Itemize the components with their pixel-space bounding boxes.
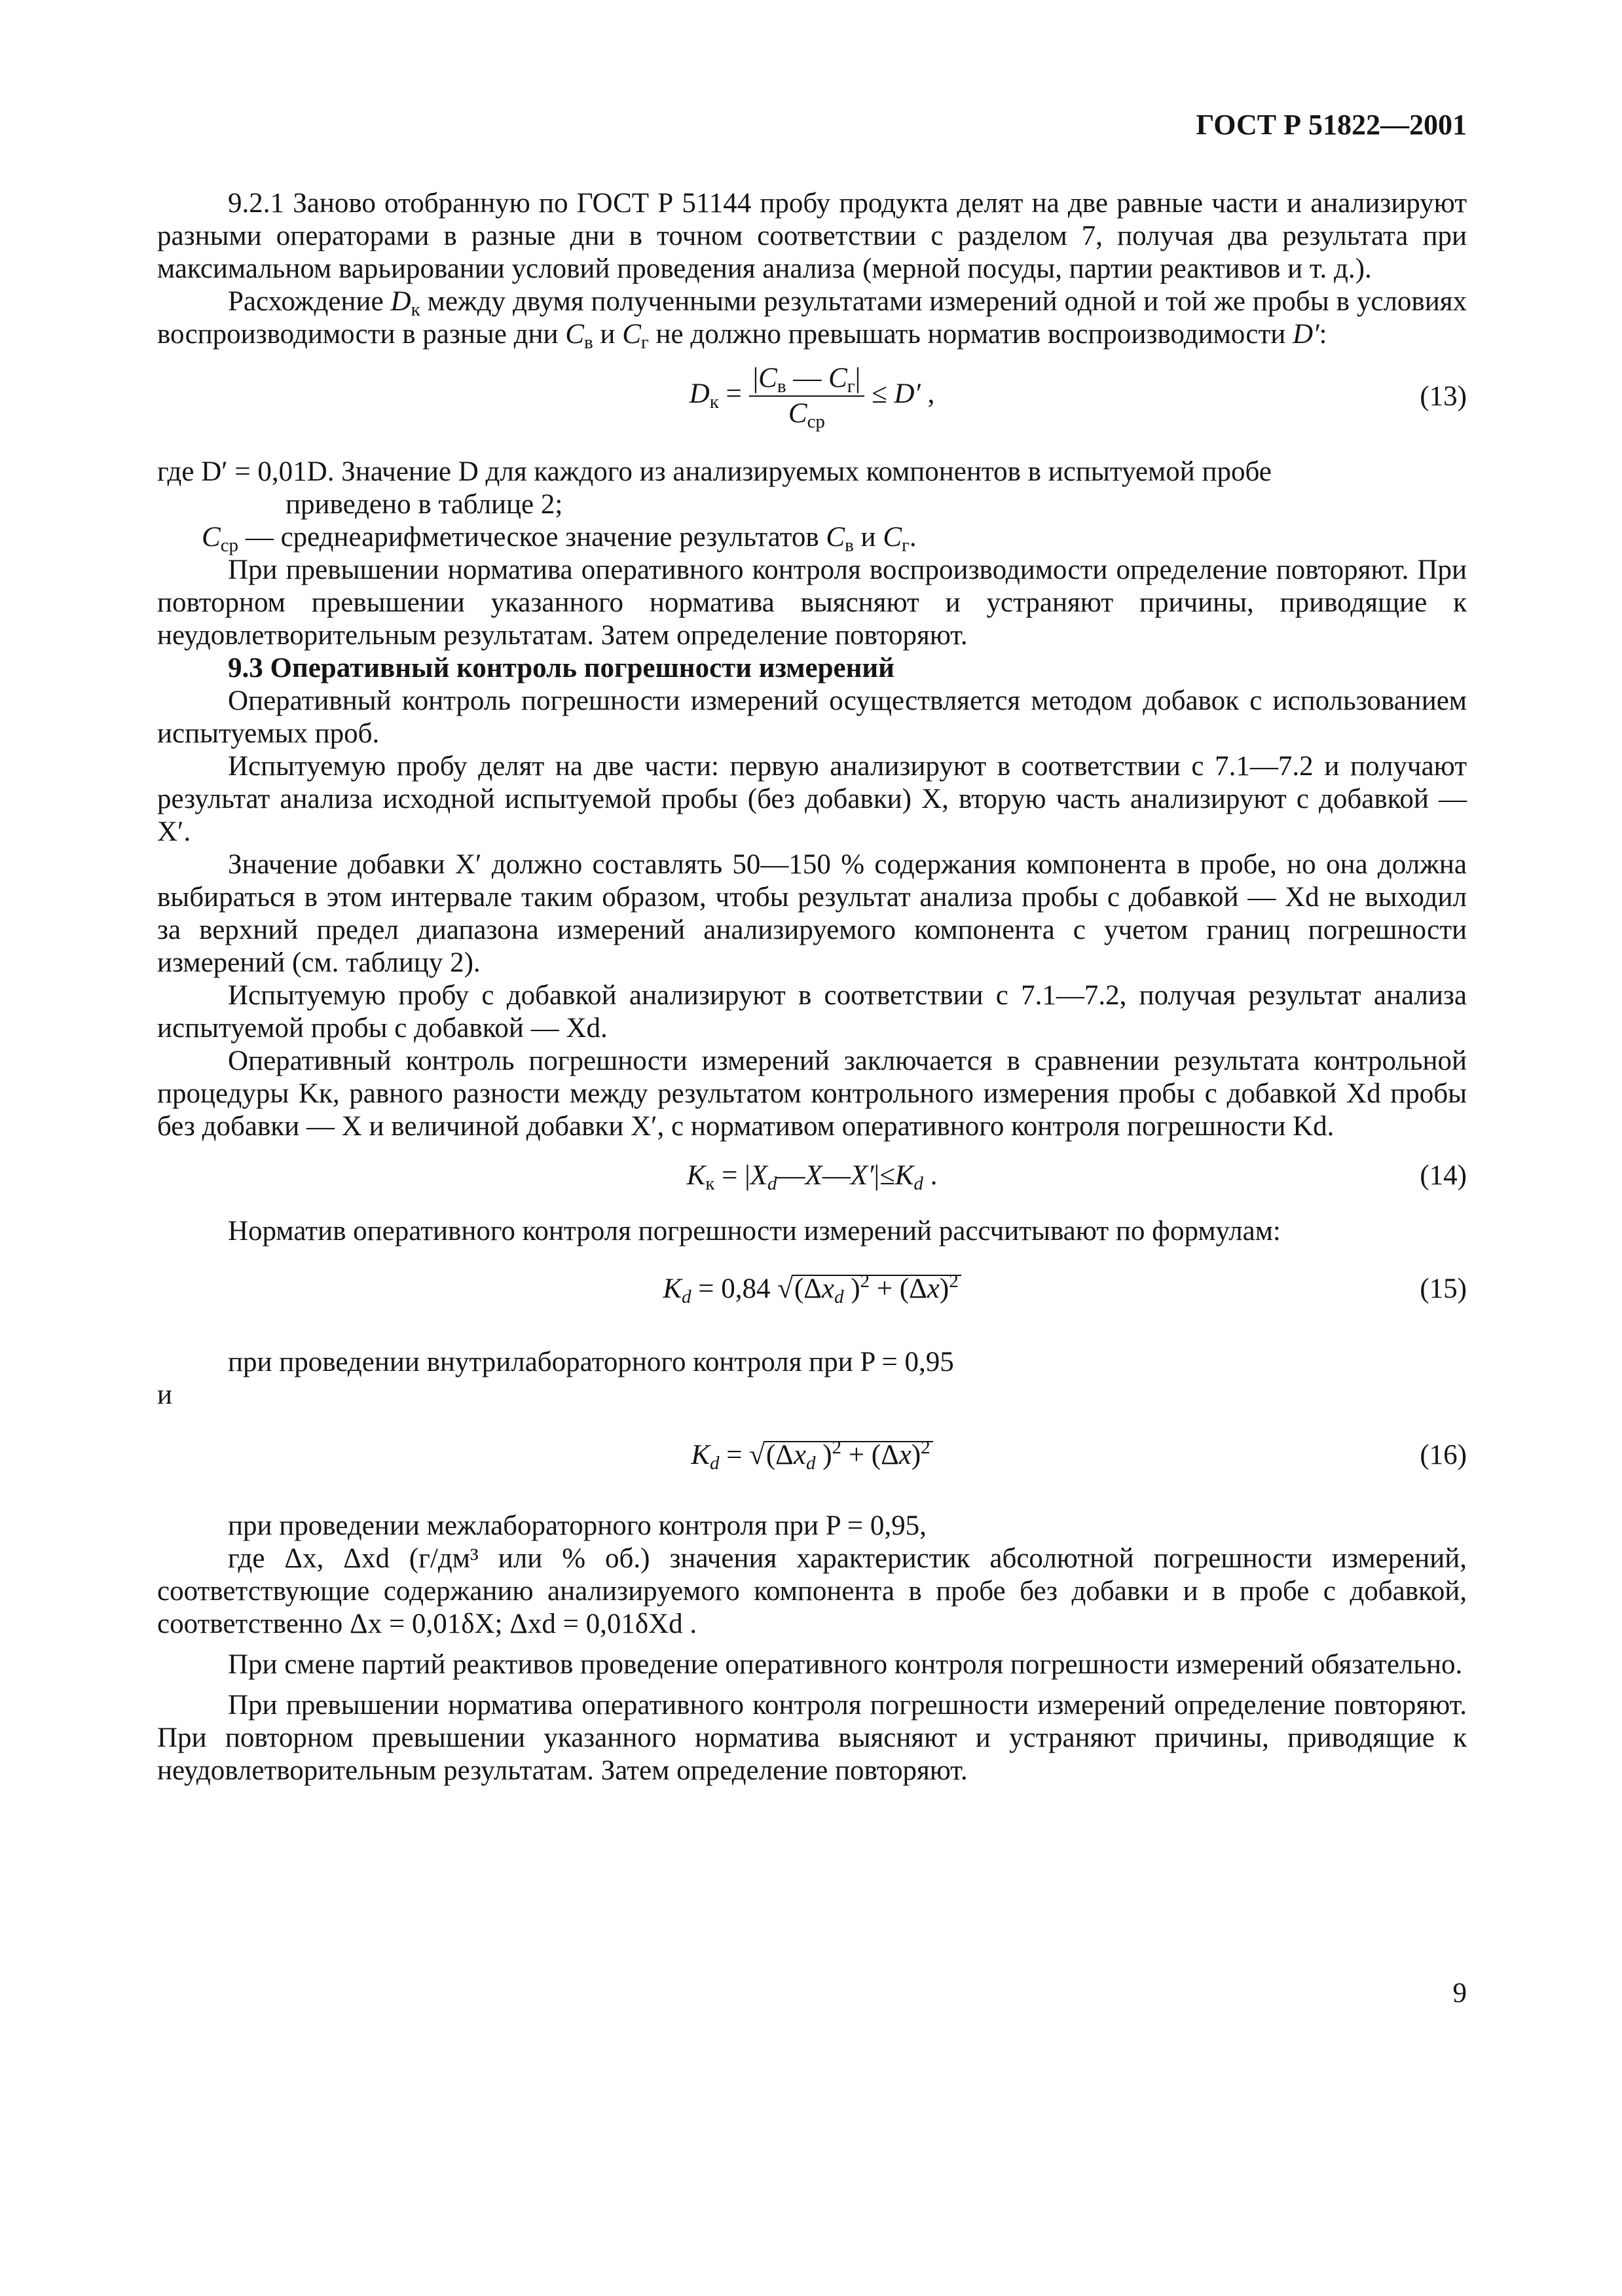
paragraph-accuracy-repeat: При превышении норматива оперативного контроля погрешности измерений определение повторяют. При повторном превышении указанного норматива выясняют и устраняют причины, приводящие к неудовлетворительным результатам. Затем определение повторяют. bbox=[157, 1690, 1467, 1786]
formula-13-number: (13) bbox=[1420, 381, 1467, 412]
paragraph-reagent-change: При смене партий реактивов проведение оперативного контроля погрешности измерений обязательно. bbox=[228, 1649, 1463, 1680]
paragraph-sample-split: Испытуемую пробу делят на две части: первую анализируют в соответствии с 7.1—7.2 и получают результат анализа исходной испытуемой пробы (без добавки) X, вторую часть анализируют с добавкой — X′. bbox=[157, 751, 1467, 847]
paragraph-9-3-intro: Оперативный контроль погрешности измерений осуществляется методом добавок с использованием испытуемых проб. bbox=[157, 685, 1467, 749]
legend-d-prime: где D′ = 0,01D. Значение D для каждого из анализируемых компонентов в испытуемой пробе bbox=[157, 456, 1272, 487]
legend-c-avg: $C_{ср}$ — среднеарифметическое значение результатов $C_в$ и $C_г$. bbox=[202, 522, 917, 556]
paragraph-additive-analysis: Испытуемую пробу с добавкой анализируют в соответствии с 7.1—7.2, получая результат анализа испытуемой пробы с добавкой — Xd. bbox=[157, 980, 1467, 1044]
document-body bbox=[157, 187, 1467, 1787]
formula-15-expression: $K_d = 0,84$ $√(\Delta x_d$ )$^2 + (\Delta x)^2$ bbox=[157, 1273, 1467, 1305]
paragraph-discrepancy: Расхождение $D_к$ между двумя полученными результатами измерений одной и той же пробы в условиях воспроизводимости в разные дни $C_в$ и $C_г$ не должно превышать норматив воспроизводимости D′: bbox=[157, 286, 1467, 353]
formula-15 bbox=[157, 1248, 1467, 1326]
paragraph-additive-value: Значение добавки X′ должно составлять 50—150 % содержания компонента в пробе, но она должна выбираться в этом интервале таким образом, чтобы результат анализа пробы с добавкой — Xd не выходил за верхний предел диапазона измерений анализируемого компонента с учетом границ погрешности измерений (см. таблицу 2). bbox=[157, 849, 1467, 978]
paragraph-accuracy-control: Оперативный контроль погрешности измерений заключается в сравнении результата контрольной процедуры Kк, равного разности между результатом контрольного измерения пробы с добавкой Xd пробы без добавки — X и величиной добавки X′, с нормативом оперативного контроля погрешности Kd. bbox=[157, 1046, 1467, 1142]
page-number: 9 bbox=[1452, 1978, 1467, 2009]
formula-15-number: (15) bbox=[1420, 1273, 1467, 1304]
paragraph-interlab: при проведении межлабораторного контроля при P = 0,95, bbox=[228, 1510, 927, 1541]
paragraph-intralab: при проведении внутрилабораторного контроля при P = 0,95 bbox=[228, 1347, 954, 1377]
paragraph-formulas-intro: Норматив оперативного контроля погрешности измерений рассчитывают по формулам: bbox=[228, 1216, 1281, 1247]
formula-16-number: (16) bbox=[1420, 1440, 1467, 1470]
formula-13 bbox=[157, 351, 1467, 449]
formula-13-expression: $D_к$ = $\frac{|C_в — C_г|}{C_{ср}}$ ≤ D′ , bbox=[689, 363, 935, 432]
formula-13-legend bbox=[157, 456, 1467, 521]
page-header-standard: ГОСТ Р 51822—2001 bbox=[1196, 109, 1467, 141]
conjunction-and: и bbox=[157, 1379, 173, 1410]
formula-13-fraction: $\frac{|C_в — C_г|}{C_{ср}}$ bbox=[749, 364, 865, 428]
section-heading-9-3: 9.3 Оперативный контроль погрешности измерений bbox=[228, 653, 894, 683]
formula-16 bbox=[157, 1412, 1467, 1503]
formula-14-expression: $K_к$ = $|X_d—X—X'|\le K_d$ . bbox=[686, 1160, 938, 1194]
paragraph-9-2-1: 9.2.1 Заново отобранную по ГОСТ Р 51144 пробу продукта делят на две равные части и анализируют разными операторами в разные дни в точном соответствии с разделом 7, получая два результата при максимальном варьировании условий проведения анализа (мерной посуды, партии реактивов и т. д.). bbox=[157, 188, 1467, 284]
paragraph-where-delta: где Δx, Δxd (г/дм³ или % об.) значения характеристик абсолютной погрешности измерений, соответствующие содержанию анализируемого компонента в пробе без добавки и в пробе с добавкой, соответственно Δx = 0,01δX; Δxd = 0,01δXd . bbox=[157, 1543, 1467, 1639]
formula-14 bbox=[157, 1143, 1467, 1215]
paragraph-reproducibility-repeat: При превышении норматива оперативного контроля воспроизводимости определение повторяют. При повторном превышении указанного норматива выясняют и устраняют причины, приводящие к неудовлетворительным результатам. Затем определение повторяют. bbox=[157, 555, 1467, 651]
formula-16-expression: $K_d = √(\Delta x_d$ )$^2 + (\Delta x)^2$ bbox=[157, 1439, 1467, 1472]
legend-d-prime-cont: приведено в таблице 2; bbox=[286, 489, 563, 520]
formula-14-number: (14) bbox=[1420, 1160, 1467, 1191]
